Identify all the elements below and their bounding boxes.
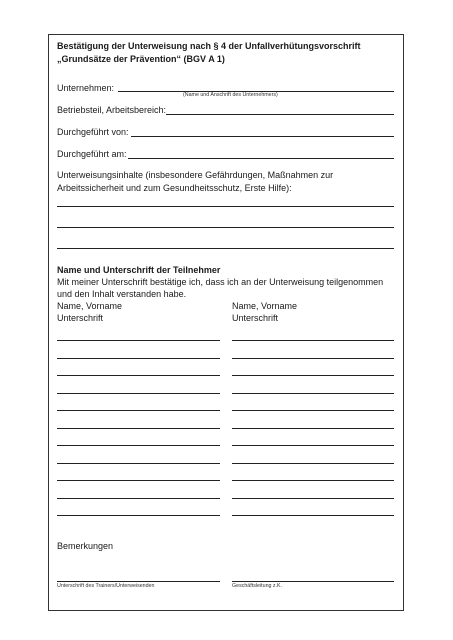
participant-line-right[interactable] [232,428,394,429]
participant-line-left[interactable] [57,463,220,464]
teilnehmer-statement-line1: Mit meiner Unterschrift bestätige ich, dass ich an der Unterweisung teilgenommen [57,277,384,287]
participant-line-left[interactable] [57,480,220,481]
durchgefuehrt-von-field[interactable] [131,124,394,136]
durchgefuehrt-am-label: Durchgeführt am: [57,149,127,159]
participant-line-left[interactable] [57,358,220,359]
participant-line-left[interactable] [57,445,220,446]
participant-line-left[interactable] [57,393,220,394]
teilnehmer-statement-line2: und den Inhalt verstanden habe. [57,289,187,299]
trainer-signature-line[interactable] [57,581,220,582]
inhalte-label-line2: Arbeitssicherheit und zum Gesundheitsschutz, Erste Hilfe): [57,183,292,193]
col-left-signature-label: Unterschrift [57,313,104,323]
inhalte-line[interactable] [57,248,394,249]
participant-line-right[interactable] [232,480,394,481]
col-right-signature-label: Unterschrift [232,313,279,323]
participant-line-right[interactable] [232,463,394,464]
col-right-name-label: Name, Vorname [232,301,298,311]
participant-line-left[interactable] [57,515,220,516]
form-title-line1: Bestätigung der Unterweisung nach § 4 der Unfallverhütungsvorschrift [57,41,361,51]
participant-line-right[interactable] [232,340,394,341]
participant-line-right[interactable] [232,358,394,359]
participant-line-left[interactable] [57,375,220,376]
durchgefuehrt-von-underline [131,136,394,137]
trainer-signature-caption: Unterschrift des Trainers/Unterweisenden [57,583,155,589]
management-signature-line[interactable] [232,581,394,582]
participant-line-left[interactable] [57,428,220,429]
col-left-name-label: Name, Vorname [57,301,123,311]
unternehmen-hint: (Name und Anschrift des Unternehmers) [183,92,278,98]
inhalte-line[interactable] [57,206,394,207]
management-signature-caption: Geschäftsleitung z.K. [232,583,283,589]
participant-line-right[interactable] [232,498,394,499]
durchgefuehrt-am-field[interactable] [128,146,394,158]
participant-line-left[interactable] [57,410,220,411]
participant-line-left[interactable] [57,498,220,499]
participant-line-right[interactable] [232,410,394,411]
participant-line-right[interactable] [232,393,394,394]
bemerkungen-label: Bemerkungen [57,541,114,551]
inhalte-line[interactable] [57,227,394,228]
participant-line-left[interactable] [57,340,220,341]
betriebsteil-label: Betriebsteil, Arbeitsbereich: [57,105,167,115]
durchgefuehrt-am-underline [128,158,394,159]
participant-line-right[interactable] [232,375,394,376]
inhalte-label-line1: Unterweisungsinhalte (insbesondere Gefährdungen, Maßnahmen zur [57,170,334,180]
participant-line-right[interactable] [232,515,394,516]
unternehmen-label: Unternehmen: [57,83,115,93]
durchgefuehrt-von-label: Durchgeführt von: [57,127,129,137]
teilnehmer-heading: Name und Unterschrift der Teilnehmer [57,265,221,275]
betriebsteil-underline [166,114,394,115]
participant-line-right[interactable] [232,445,394,446]
form-title-line2: „Grundsätze der Prävention“ (BGV A 1) [57,54,225,64]
betriebsteil-field[interactable] [166,102,394,114]
